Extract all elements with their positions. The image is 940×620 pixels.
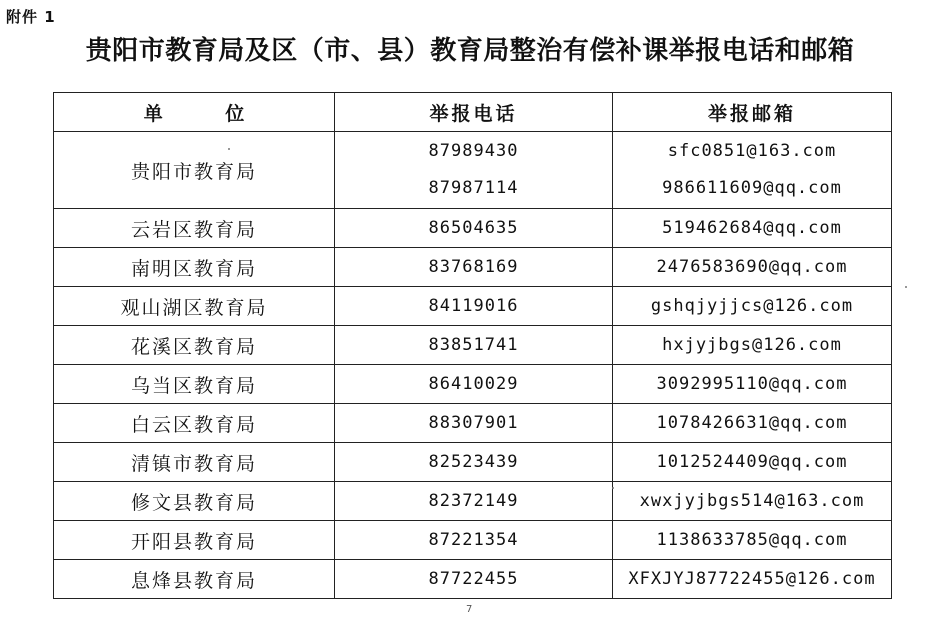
email-cell: [613, 132, 892, 209]
unit-cell: 观山湖区教育局: [54, 287, 335, 326]
email-cell: gshqjyjjcs@126.com: [613, 287, 892, 326]
email-address: 986611609@qq.com: [662, 178, 842, 198]
column-header-phone: 举报电话: [335, 93, 613, 132]
document-title: 贵阳市教育局及区（市、县）教育局整治有偿补课举报电话和邮箱: [85, 36, 855, 66]
email-cell: XFXJYJ87722455@126.com: [613, 560, 892, 599]
phone-number: 87989430: [428, 141, 519, 161]
phone-cell: [335, 132, 613, 209]
scan-speck: [905, 286, 907, 288]
unit-cell: 乌当区教育局: [54, 365, 335, 404]
unit-cell: 花溪区教育局: [54, 326, 335, 365]
phone-cell: 86410029: [335, 365, 613, 404]
table-row: [54, 326, 892, 365]
table-row: [54, 365, 892, 404]
table-row: [54, 443, 892, 482]
unit-cell: 白云区教育局: [54, 404, 335, 443]
scan-speck: [612, 487, 614, 489]
unit-cell: 南明区教育局: [54, 248, 335, 287]
unit-cell: 息烽县教育局: [54, 560, 335, 599]
email-cell: 2476583690@qq.com: [613, 248, 892, 287]
report-contacts-table: [53, 92, 892, 599]
phone-cell: 84119016: [335, 287, 613, 326]
unit-cell: 云岩区教育局: [54, 209, 335, 248]
unit-cell: 清镇市教育局: [54, 443, 335, 482]
email-cell: 519462684@qq.com: [613, 209, 892, 248]
email-cell: hxjyjbgs@126.com: [613, 326, 892, 365]
column-header-unit: 单 位: [54, 93, 335, 132]
phone-cell: 82372149: [335, 482, 613, 521]
email-cell: xwxjyjbgs514@163.com: [613, 482, 892, 521]
table-row: [54, 560, 892, 599]
unit-cell: 开阳县教育局: [54, 521, 335, 560]
table-header-row: [54, 93, 892, 132]
phone-number: 87987114: [428, 178, 519, 198]
table-row: [54, 248, 892, 287]
phone-cell: 87722455: [335, 560, 613, 599]
page-mark: 7: [466, 604, 473, 615]
attachment-label: 附件 1: [6, 8, 56, 26]
scan-speck: [228, 148, 230, 150]
table-row: [54, 404, 892, 443]
table-row: [54, 287, 892, 326]
unit-cell: 修文县教育局: [54, 482, 335, 521]
email-address: sfc0851@163.com: [667, 141, 837, 161]
column-header-email: 举报邮箱: [613, 93, 892, 132]
phone-cell: 82523439: [335, 443, 613, 482]
phone-cell: 83768169: [335, 248, 613, 287]
table-row: [54, 521, 892, 560]
phone-cell: 88307901: [335, 404, 613, 443]
phone-cell: 86504635: [335, 209, 613, 248]
email-cell: 1138633785@qq.com: [613, 521, 892, 560]
email-cell: 1012524409@qq.com: [613, 443, 892, 482]
email-cell: 3092995110@qq.com: [613, 365, 892, 404]
table-row: [54, 209, 892, 248]
phone-cell: 83851741: [335, 326, 613, 365]
table-row: [54, 132, 892, 209]
table-row: [54, 482, 892, 521]
unit-cell: 贵阳市教育局: [54, 132, 335, 209]
phone-cell: 87221354: [335, 521, 613, 560]
email-cell: 1078426631@qq.com: [613, 404, 892, 443]
